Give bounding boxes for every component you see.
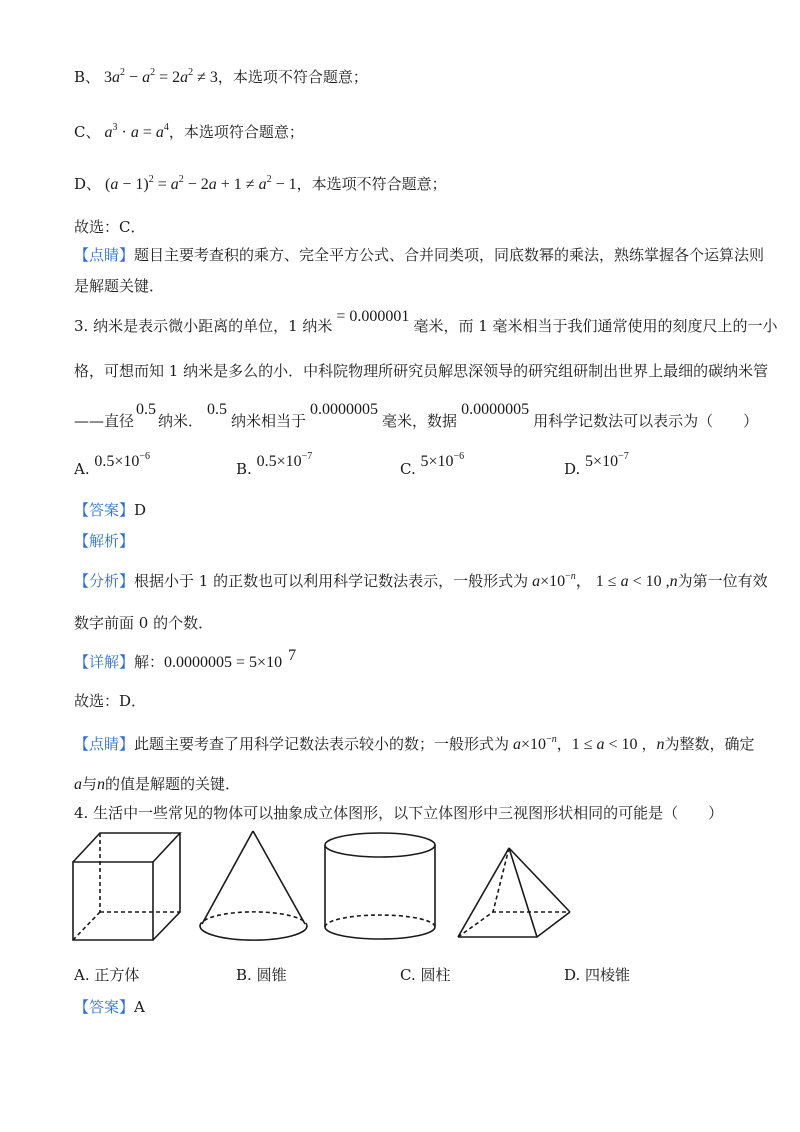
q3-value-nm: = 0.000001 <box>336 308 410 325</box>
q3-l3-c: 纳米相当于 <box>231 412 307 430</box>
q3-option-d-value: $5\times 10^{-7}$ <box>585 451 629 470</box>
pyramid-edge-front <box>509 848 537 937</box>
q3-fx-text1: 根据小于 1 的正数也可以利用科学记数法表示，一般形式为 <box>134 572 529 590</box>
q3-fx-formula: $a\times 10^{-n}$， 1 ≤ a < 10 , <box>532 571 670 590</box>
option-d-prefix: D、 <box>74 175 102 193</box>
option-c-line <box>74 121 304 144</box>
q2-note-text: 题目主要考查积的乘方、完全平方公式、合并同类项，同底数幂的乘法，熟练掌握各个运算法则 <box>134 246 765 264</box>
cylinder-top <box>325 833 435 857</box>
option-c-text: ，本选项符合题意； <box>168 123 304 141</box>
pyramid-edge-hidden <box>493 848 509 912</box>
q4-option-a-label: A. <box>74 966 90 984</box>
q3-note-line2 <box>74 773 240 796</box>
q2-note-line2: 是解题关键． <box>74 277 165 295</box>
option-c-formula: $a^3 \cdot a = a^4$ <box>104 122 169 141</box>
q3-fx-n: n <box>669 573 678 590</box>
q3-option-a <box>74 451 151 479</box>
q3-answer: D <box>134 501 147 519</box>
q3-option-a-label: A. <box>74 460 90 478</box>
q3-answer-line <box>74 499 146 521</box>
q3-note-and: 与 <box>82 775 98 793</box>
q3-detail-exp: 7 <box>288 647 297 664</box>
option-d-text: ，本选项不符合题意； <box>296 175 447 193</box>
option-b-line <box>74 66 368 89</box>
cone-base-back <box>200 912 307 926</box>
q4-option-d-label: D. <box>564 966 581 984</box>
q3-stem-part2: 毫米，而 1 毫米相当于我们通常使用的刻度尺上的一小 <box>413 317 778 335</box>
q4-option-b-label: B. <box>236 966 252 984</box>
q3-note-text3: 的值是解题的关键． <box>105 775 241 793</box>
option-c-prefix: C、 <box>74 123 101 141</box>
q3-detail-tag: 【详解】 <box>74 653 135 671</box>
q3-l3-b: 纳米． <box>158 412 204 430</box>
pyramid-edge-right <box>509 848 570 912</box>
q4-option-b-text: 圆锥 <box>256 966 287 984</box>
option-b-prefix: B、 <box>74 68 101 86</box>
q3-note-n: n <box>656 736 665 753</box>
q3-analysis-line <box>74 530 134 552</box>
cone-figure <box>196 828 311 944</box>
q4-answer-line <box>74 996 145 1018</box>
q3-choose: 故选：D． <box>74 692 147 710</box>
q3-option-b-label: B. <box>236 460 252 478</box>
q3-option-c-value: $5\times 10^{-6}$ <box>420 451 465 470</box>
q3-note-a: a <box>74 776 82 793</box>
q3-note-text1: 此题主要考查了用科学记数法表示较小的数；一般形式为 <box>134 735 510 753</box>
q3-option-a-value: $0.5\times 10^{-6}$ <box>94 451 151 470</box>
q3-fx-line1 <box>74 570 768 593</box>
cube-hidden-diagonal <box>73 912 100 940</box>
q3-l3-v2: 0.5 <box>207 401 228 418</box>
q4-option-d-text: 四棱锥 <box>585 966 631 984</box>
q3-option-c-label: C. <box>400 460 416 478</box>
pyramid-figure <box>455 845 575 943</box>
q4-option-a-text: 正方体 <box>94 966 140 984</box>
q3-l3-v3: 0.0000005 <box>310 401 379 418</box>
q4-option-a <box>74 964 139 985</box>
cube-right-edges <box>153 833 180 940</box>
pyramid-base-visible <box>458 912 570 937</box>
q3-fx-text2: 为第一位有效 <box>677 572 768 590</box>
q3-option-b <box>236 451 313 479</box>
pyramid-edge-left <box>458 848 509 937</box>
q3-detail-math: 0.0000005 = 5×10 <box>164 654 283 671</box>
q3-note-n2: n <box>97 776 106 793</box>
q3-stem-part1: 3. 纳米是表示微小距离的单位，1 纳米 <box>74 317 333 335</box>
q3-fx-tag: 【分析】 <box>74 572 135 590</box>
cylinder-bottom-back <box>325 915 435 927</box>
q3-l3-e: 用科学记数法可以表示为（ ） <box>533 412 759 430</box>
q3-option-d <box>564 451 629 479</box>
q3-note-tag: 【点睛】 <box>74 735 135 753</box>
q4-answer: A <box>134 998 145 1016</box>
q4-option-d <box>564 964 630 985</box>
q3-stem-line1 <box>74 308 778 338</box>
q3-l3-d: 毫米，数据 <box>382 412 458 430</box>
cylinder-figure <box>320 830 440 946</box>
q3-note-formula2: 1 ≤ a < 10 <box>571 736 642 753</box>
q3-note-line1: 【点睛】此题主要考查了用科学记数法表示较小的数；一般形式为 $a\times 10^{-n}$，1 ≤ a < 10 ，n为整数，确定 <box>74 734 755 753</box>
cube-figure <box>70 830 186 945</box>
q3-option-c <box>400 451 465 479</box>
q3-option-b-value: $0.5\times 10^{-7}$ <box>256 451 313 470</box>
q2-answer: 故选：C． <box>74 218 146 236</box>
q3-analysis-tag: 【解析】 <box>74 532 135 550</box>
q3-option-d-label: D. <box>564 460 581 478</box>
q3-detail-line <box>74 647 297 674</box>
q4-answer-tag: 【答案】 <box>74 998 135 1016</box>
cube-top-edges <box>73 833 180 862</box>
q3-l3-v1: 0.5 <box>136 401 157 418</box>
option-b-text: ，本选项不符合题意； <box>217 68 368 86</box>
q3-detail-a: 解： <box>134 653 165 671</box>
q4-option-c-label: C. <box>400 966 416 984</box>
q3-note-text2: 为整数，确定 <box>664 735 755 753</box>
q2-note-tag: 【点睛】 <box>74 246 135 264</box>
cone-right-edge <box>253 831 305 924</box>
q3-l3-a: ——直径 <box>74 412 135 430</box>
cone-left-edge <box>202 831 253 924</box>
q3-answer-tag: 【答案】 <box>74 501 135 519</box>
q4-option-b <box>236 964 287 985</box>
option-d-formula: $(a - 1)^2 = a^2 - 2a + 1 \ne a^2 - 1$ <box>101 174 297 193</box>
q3-stem-line3 <box>74 401 759 433</box>
cylinder-bottom-front <box>325 927 435 939</box>
option-b-formula: $3a^2 - a^2 = 2a^2 \ne 3$ <box>100 67 218 86</box>
q2-note-line1 <box>74 244 764 266</box>
q3-note-formula1: $a\times 10^{-n}$ <box>513 734 557 753</box>
option-d-line <box>74 173 447 196</box>
q3-fx-line2: 数字前面 0 的个数． <box>74 614 214 632</box>
q3-stem-line2: 格，可想而知 1 纳米是多么的小．中科院物理所研究员解思深领导的研究组研制出世界上最细的碳纳米管 <box>74 362 769 380</box>
cone-base-front <box>200 926 307 940</box>
q4-option-c-text: 圆柱 <box>420 966 451 984</box>
q4-stem: 4. 生活中一些常见的物体可以抽象成立体图形，以下立体图形中三视图形状相同的可能是（ ） <box>74 804 724 822</box>
q4-option-c <box>400 964 451 985</box>
q3-l3-v4: 0.0000005 <box>461 401 530 418</box>
q3-note-comma: ， <box>556 735 572 753</box>
